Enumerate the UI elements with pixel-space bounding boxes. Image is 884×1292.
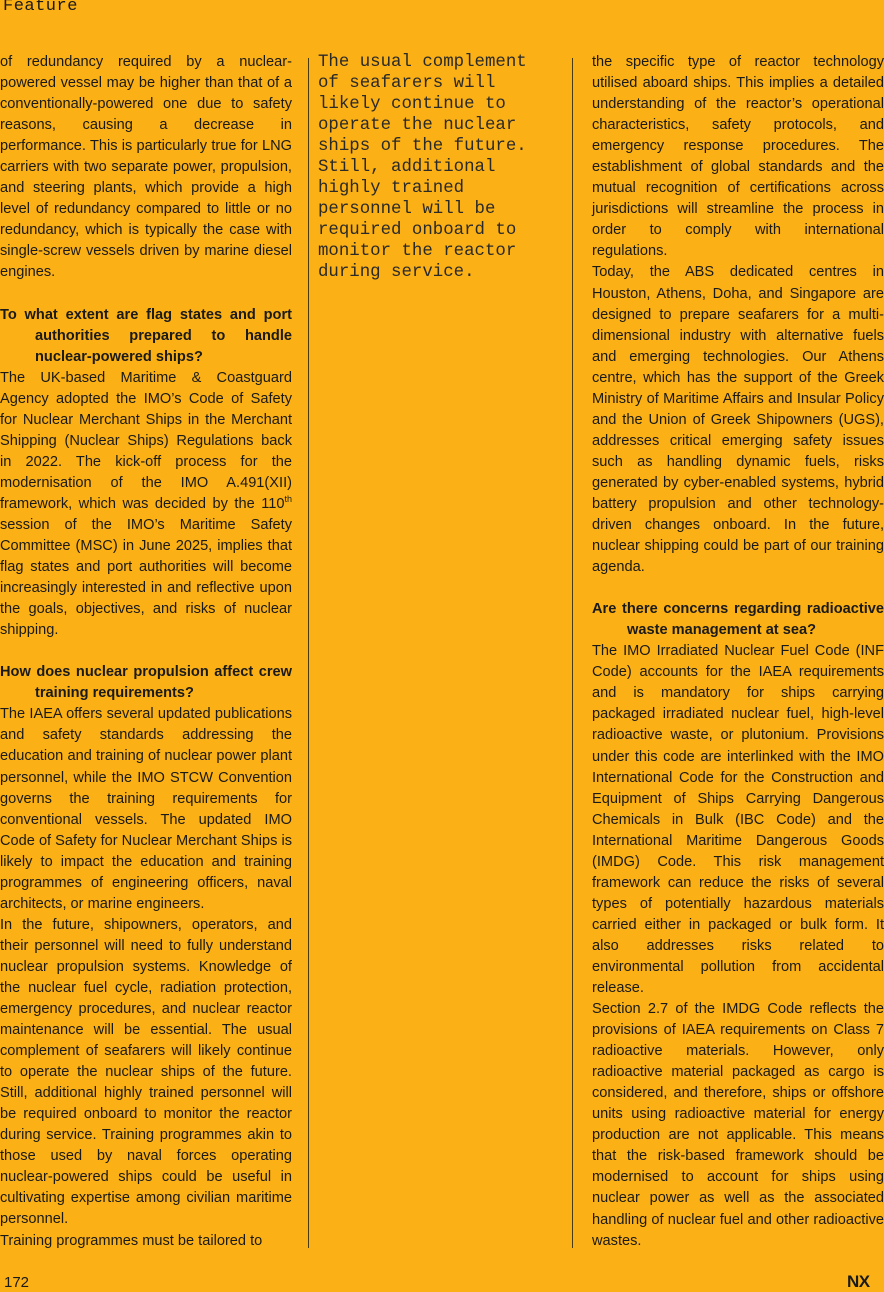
paragraph: In the future, shipowners, operators, and their personnel will need to fully understand nuclear propulsion systems. Knowledge of the nuclear fuel cycle, radiation protection, emergency procedures, and nuclear reactor maintenance will be essential. The usual complement of seafarers will likely continue to operate the nuclear ships of the future. Still, additional highly trained personnel will be required onboard to monitor the reactor during service. Training programmes akin to those used by naval forces operating nuclear-powered ships could be useful in cultivating expertise among civilian maritime personnel. [0,916,292,1228]
question-heading: Are there concerns regarding radioactive waste management at sea? [592,601,884,639]
paragraph: of redundancy required by a nuclear-powered vessel may be higher than that of a conventionally-powered one due to safety reasons, causing a decrease in performance. This is particularly true for LNG carriers with two separate power, propulsion, and steering plants, which provide a high level of redundancy compared to little or no redundancy, which is typically the case with single-screw vessels driven by marine diesel engines. [0,54,292,281]
article-column-right [592,52,884,1252]
paragraph: Today, the ABS dedicated centres in Houston, Athens, Doha, and Singapore are designed to prepare seafarers for a multi-dimensional industry with alternative fuels and emerging technologies. Our Athens centre, which has the support of the Greek Ministry of Maritime Affairs and Insular Policy and the Union of Greek Shipowners (UGS), addresses critical emerging safety issues such as handling dynamic fuels, risks generated by cyber-enabled systems, hybrid battery propulsion and other technology-driven changes onboard. In the future, nuclear shipping could be part of our training agenda. [592,264,884,576]
publication-logo: NX [847,1272,870,1291]
paragraph: Training programmes must be tailored to [0,1232,263,1249]
section-label: Feature [3,0,78,16]
paragraph: the specific type of reactor technology utilised aboard ships. This implies a detailed understanding of the reactor’s operational characteristics, safety protocols, and emergency response procedures. The establishment of global standards and the mutual recognition of certifications across jurisdictions will streamline the process in order to comply with international regulations. [592,54,884,260]
page-number: 172 [4,1274,30,1291]
paragraph-text: session of the IMO’s Maritime Safety Committee (MSC) in June 2025, implies that flag states and port authorities will become increasingly interested in and reflective upon the goals, objectives, and risks of nuclear shipping. [0,516,292,639]
paragraph: The IMO Irradiated Nuclear Fuel Code (INF Code) accounts for the IAEA requirements and is mandatory for ships carrying packaged irradiated nuclear fuel, high-level radioactive waste, or plutonium. Provisions under this code are interlinked with the IMO International Code for the Construction and Equipment of Ships Carrying Dangerous Chemicals in Bulk (IBC Code) and the International Maritime Dangerous Goods (IMDG) Code. This risk management framework can reduce the risks of several types of potentially hazardous materials carried either in packaged or bulk form. It also addresses risks related to environmental pollution from accidental release. [592,643,884,997]
paragraph [0,368,292,642]
paragraph-text: The UK-based Maritime & Coastguard Agency adopted the IMO’s Code of Safety for Nuclear Merchant Ships in the Merchant Shipping (Nuclear Ships) Regulations back in 2022. The kick-off process for the modernisation of the IMO A.491(XII) framework, which was decided by the 110 [0,369,292,512]
paragraph: Section 2.7 of the IMDG Code reflects the provisions of IAEA requirements on Class 7 radioactive materials. However, only radioactive material packaged as cargo is considered, and therefore, ships or offshore units using radioactive material for energy production are not applicable. This means that the risk-based framework should be modernised to account for ships using nuclear power as well as the associated handling of nuclear fuel and other radioactive wastes. [592,1001,884,1249]
question-heading: To what extent are flag states and port authorities prepared to handle nuclear-powered ships? [0,306,292,365]
pull-quote: The usual complement of seafarers will likely continue to operate the nuclear ships of the future. Still, additional highly trained personnel will be required onboard to monitor the reactor during service. [318,53,527,283]
paragraph: The IAEA offers several updated publications and safety standards addressing the education and training of nuclear power plant personnel, while the IMO STCW Convention governs the training requirements for conventional vessels. The updated IMO Code of Safety for Nuclear Merchant Ships is likely to impact the education and training programmes of engineering officers, naval architects, or marine engineers. [0,706,293,912]
column-divider [572,58,573,1248]
ordinal-suffix: th [284,494,292,505]
question-heading: How does nuclear propulsion affect crew training requirements? [0,664,292,702]
article-column-left [0,52,292,1252]
column-divider [308,58,309,1248]
